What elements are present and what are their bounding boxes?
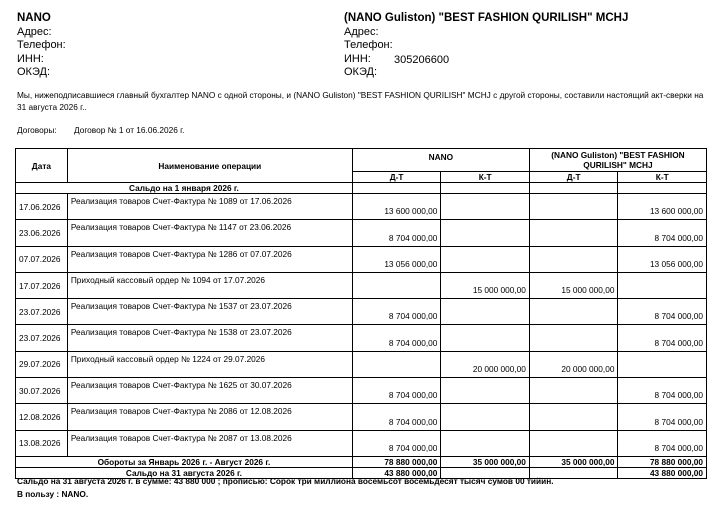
contracts-value: Договор № 1 от 16.06.2026 г. (74, 125, 185, 135)
row-credit-2: 13 056 000,00 (618, 246, 707, 272)
contracts-line (17, 125, 184, 135)
party1-credit-header: К-Т (441, 172, 530, 183)
row-date: 07.07.2026 (16, 246, 68, 272)
row-credit-1: 15 000 000,00 (441, 272, 530, 298)
row-operation: Реализация товаров Счет-Фактура № 1147 от 23.06.2026 (67, 220, 352, 246)
reconciliation-table (15, 148, 707, 479)
row-debit-2 (529, 299, 618, 325)
contracts-label: Договоры: (17, 125, 57, 135)
opening-d1 (352, 183, 441, 194)
row-date: 23.07.2026 (16, 299, 68, 325)
row-credit-1 (441, 246, 530, 272)
row-credit-1 (441, 325, 530, 351)
opening-balance-label: Сальдо на 1 января 2026 г. (16, 183, 353, 194)
turnover-c2: 78 880 000,00 (618, 456, 707, 467)
opening-d2 (529, 183, 618, 194)
closing-d1: 43 880 000,00 (352, 467, 441, 478)
row-debit-2 (529, 220, 618, 246)
left-okpo-label: ОКЭД: (17, 66, 51, 79)
row-date: 13.08.2026 (16, 430, 68, 456)
row-debit-1 (352, 272, 441, 298)
right-phone-label: Телефон: (344, 39, 393, 52)
row-debit-2 (529, 194, 618, 220)
row-operation: Реализация товаров Счет-Фактура № 1538 от 23.07.2026 (67, 325, 352, 351)
row-debit-2: 20 000 000,00 (529, 351, 618, 377)
row-credit-1 (441, 430, 530, 456)
row-credit-1 (441, 194, 530, 220)
col-operation-header: Наименование операции (67, 149, 352, 183)
footer-balance-line: Сальдо на 31 августа 2026 г. в сумме: 43 880 000 ; прописью: Сорок три миллиона восемьсот восемьдесят тысяч сумов 00 тийин. (17, 476, 554, 486)
closing-balance-label: Сальдо на 31 августа 2026 г. (16, 467, 353, 478)
row-debit-2: 15 000 000,00 (529, 272, 618, 298)
right-okpo-label: ОКЭД: (344, 66, 378, 79)
table-row (16, 272, 707, 298)
row-date: 17.07.2026 (16, 272, 68, 298)
table-row (16, 246, 707, 272)
party1-header: NANO (352, 149, 529, 172)
opening-c2 (618, 183, 707, 194)
row-debit-1: 13 056 000,00 (352, 246, 441, 272)
intro-text: Мы, нижеподписавшиеся главный бухгалтер NANO с одной стороны, и (NANO Guliston) "BEST FASHION QURILISH" MCHJ с другой стороны, составили настоящий акт-сверки на 31 августа 2026 г.. (17, 90, 704, 112)
party2-debit-header: Д-Т (529, 172, 618, 183)
row-operation: Реализация товаров Счет-Фактура № 1089 от 17.06.2026 (67, 194, 352, 220)
table-row (16, 220, 707, 246)
row-credit-1 (441, 220, 530, 246)
turnover-label: Обороты за Январь 2026 г. - Август 2026 г. (16, 456, 353, 467)
row-debit-1: 8 704 000,00 (352, 299, 441, 325)
row-debit-1: 8 704 000,00 (352, 404, 441, 430)
row-debit-1: 13 600 000,00 (352, 194, 441, 220)
left-address-label: Адрес: (17, 25, 52, 38)
party1-debit-header: Д-Т (352, 172, 441, 183)
left-party-block (17, 12, 66, 80)
footer (17, 475, 554, 500)
row-date: 23.07.2026 (16, 325, 68, 351)
opening-c1 (441, 183, 530, 194)
right-party-block (344, 12, 628, 80)
row-debit-2 (529, 378, 618, 404)
right-address-label: Адрес: (344, 25, 379, 38)
party2-credit-header: К-Т (618, 172, 707, 183)
row-debit-1: 8 704 000,00 (352, 220, 441, 246)
row-credit-2 (618, 272, 707, 298)
row-debit-1: 8 704 000,00 (352, 430, 441, 456)
row-debit-2 (529, 246, 618, 272)
right-inn-label: ИНН: (344, 52, 371, 65)
turnover-d1: 78 880 000,00 (352, 456, 441, 467)
row-credit-2: 8 704 000,00 (618, 325, 707, 351)
col-date-header: Дата (16, 149, 68, 183)
table-row (16, 404, 707, 430)
table-row (16, 351, 707, 377)
row-operation: Реализация товаров Счет-Фактура № 1286 от 07.07.2026 (67, 246, 352, 272)
row-credit-2: 8 704 000,00 (618, 378, 707, 404)
footer-in-favor: В пользу : NANO. (17, 488, 89, 499)
left-inn-label: ИНН: (17, 52, 44, 65)
row-credit-1 (441, 299, 530, 325)
row-debit-2 (529, 325, 618, 351)
row-operation: Реализация товаров Счет-Фактура № 1537 от 23.07.2026 (67, 299, 352, 325)
row-operation: Реализация товаров Счет-Фактура № 2087 от 13.08.2026 (67, 430, 352, 456)
right-party-name: (NANO Guliston) "BEST FASHION QURILISH" MCHJ (344, 12, 629, 24)
row-operation: Реализация товаров Счет-Фактура № 2086 от 12.08.2026 (67, 404, 352, 430)
row-debit-1: 8 704 000,00 (352, 325, 441, 351)
table-row (16, 378, 707, 404)
row-debit-1: 8 704 000,00 (352, 378, 441, 404)
row-credit-2: 8 704 000,00 (618, 430, 707, 456)
row-debit-1 (352, 351, 441, 377)
row-date: 17.06.2026 (16, 194, 68, 220)
turnover-c1: 35 000 000,00 (441, 456, 530, 467)
row-credit-2: 13 600 000,00 (618, 194, 707, 220)
row-operation: Реализация товаров Счет-Фактура № 1625 от 30.07.2026 (67, 378, 352, 404)
row-credit-2 (618, 351, 707, 377)
row-date: 30.07.2026 (16, 378, 68, 404)
left-phone-label: Телефон: (17, 39, 66, 52)
party2-header: (NANO Guliston) "BEST FASHION QURILISH" MCHJ (529, 149, 706, 172)
row-credit-1 (441, 378, 530, 404)
row-credit-1 (441, 404, 530, 430)
row-debit-2 (529, 404, 618, 430)
closing-c2: 43 880 000,00 (618, 467, 707, 478)
row-debit-2 (529, 430, 618, 456)
turnover-d2: 35 000 000,00 (529, 456, 618, 467)
row-credit-2: 8 704 000,00 (618, 220, 707, 246)
row-date: 23.06.2026 (16, 220, 68, 246)
left-party-name: NANO (17, 12, 51, 24)
table-row (16, 325, 707, 351)
row-date: 29.07.2026 (16, 351, 68, 377)
row-operation: Приходный кассовый ордер № 1094 от 17.07.2026 (67, 272, 352, 298)
row-credit-2: 8 704 000,00 (618, 299, 707, 325)
table-row (16, 430, 707, 456)
table-row (16, 299, 707, 325)
right-inn-value: 305206600 (394, 54, 450, 66)
row-date: 12.08.2026 (16, 404, 68, 430)
row-operation: Приходный кассовый ордер № 1224 от 29.07.2026 (67, 351, 352, 377)
row-credit-2: 8 704 000,00 (618, 404, 707, 430)
table-row (16, 194, 707, 220)
row-credit-1: 20 000 000,00 (441, 351, 530, 377)
